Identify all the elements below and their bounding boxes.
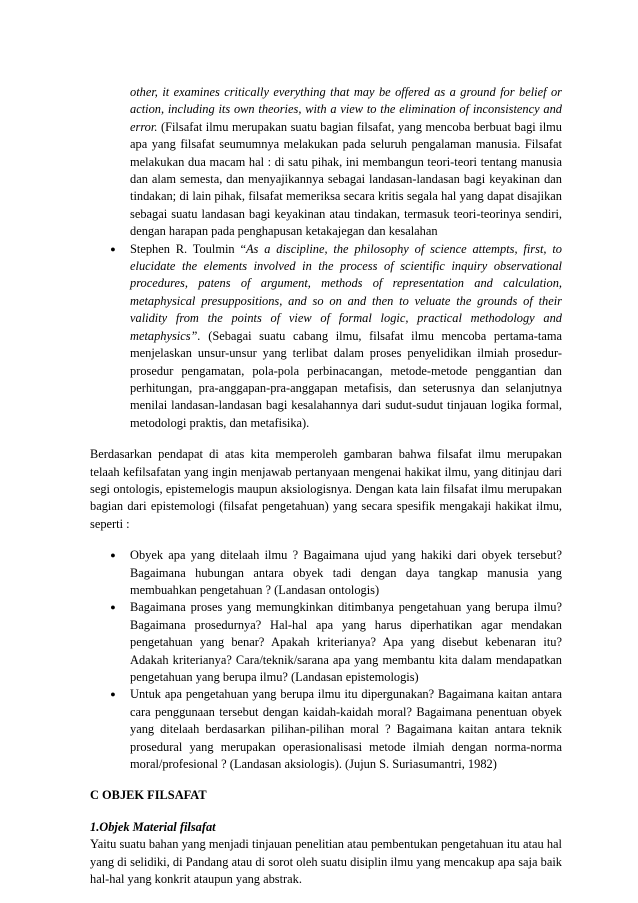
- bullet-axiology: [90, 686, 562, 773]
- bullet-toulmin: [90, 241, 562, 432]
- quote-translation: (Filsafat ilmu merupakan suatu bagian filsafat, yang mencoba berbuat bagi ilmu apa yang filsafat seumumnya melakukan pada seluruh pengalaman manusia. Filsafat melakukan dua macam hal : di satu pihak, ini membangun teori-teori tentang manusia dan alam semesta, dan menyajikannya sebagai landasan-landasan bagi keyakinan dan tindakan; di lain pihak, filsafat memeriksa secara kritis segala hal yang dapat disajikan sebagai suatu landasan bagi keyakinan atau tindakan, termasuk teori-teorinya sendiri, dengan harapan pada penghapusan ketakajegan dan kesalahan: [130, 119, 562, 239]
- bullet-text: Untuk apa pengetahuan yang berupa ilmu itu dipergunakan? Bagaimana kaitan antara cara penggunaan tersebut dengan kaidah-kaidah moral? Bagaimana penentuan obyek yang ditelaah berdasarkan pilihan-pilihan moral ? Bagaimana kaitan antara teknik prosedural yang merupakan operasionalisasi metode ilmiah dengan norma-norma moral/profesional ? (Landasan aksiologis). (Jujun S. Suriasumantri, 1982): [130, 687, 562, 772]
- toulmin-quote: As a discipline, the philosophy of science attempts, first, to elucidate the elements involved in the process of scientific inquiry observational procedures, patens of argument, methods of representation and calculation, metaphysical presuppositions, and so on and then to veluate the grounds of their validity from the points of view of formal logic, practical methodology and metaphysics”.: [130, 241, 562, 343]
- bullet-epistemology: [90, 599, 562, 686]
- bullet-icon: ●: [110, 550, 116, 561]
- quote-english: other, it examines critically everything that may be offered as a ground for belief or action, including its own theories, with a view to the elimination of inconsistency and error.: [130, 85, 562, 134]
- sub-heading: 1.Objek Material filsafat: [90, 819, 216, 834]
- bullet-icon: ●: [110, 689, 116, 700]
- continued-quote-paragraph: [130, 84, 562, 241]
- toulmin-lead: Stephen R. Toulmin “: [130, 241, 246, 256]
- bullet-text: Bagaimana proses yang memungkinkan ditimbanya pengetahuan yang berupa ilmu? Bagaimana prosedurnya? Hal-hal apa yang harus diperhatikan agar mendakan pengetahuan yang benar? Apakah kriterianya? Apa yang disebut kebenaran itu? Adakah kriterianya? Cara/teknik/sarana apa yang membantu kita dalam mendapatkan pengetahuan yang berupa ilmu? (Landasan epistemologis): [130, 600, 562, 684]
- bullet-ontology: [90, 547, 562, 599]
- material-paragraph: Yaitu suatu bahan yang menjadi tinjauan penelitian atau pembentukan pengetahuan itu atau hal yang di selidiki, di Pandang atau di sorot oleh suatu disiplin ilmu yang mencakup apa saja baik hal-hal yang konkrit ataupun yang abstrak.: [90, 837, 562, 887]
- toulmin-translation: (Sebagai suatu cabang ilmu, filsafat ilmu mencoba pertama-tama menjelaskan unsur-unsur yang terlibat dalam proses penyelidikan ilmiah prosedur-prosedur pengamatan, pola-pola perbinacangan, metode-metode penggantian dan perhitungan, pra-anggapan-pra-anggapan metafisis, dan seterusnya dan selanjutnya menilai landasan-landasan bagi kesalahannya dari sudut-sudut tinjauan logika formal, metodologi praktis, dan metafisika).: [130, 328, 562, 430]
- bullet-icon: ●: [110, 602, 116, 613]
- summary-paragraph: Berdasarkan pendapat di atas kita memperoleh gambaran bahwa filsafat ilmu merupakan telaah kefilsafatan yang ingin menjawab pertanyaan mengenai hakikat ilmu, yang ditinjau dari segi ontologis, epistemelogis maupun aksiologisnya. Dengan kata lain filsafat ilmu merupakan bagian dari epistemologi (filsafat pengetahuan) yang secara spesifik mengakaji hakikat ilmu, seperti :: [90, 447, 562, 531]
- bullet-text: Obyek apa yang ditelaah ilmu ? Bagaimana ujud yang hakiki dari obyek tersebut? Bagaimana hubungan antara obyek tadi dengan daya tangkap manusia yang membuahkan pengetahuan ? (Landasan ontologis): [130, 548, 562, 597]
- section-heading: C OBJEK FILSAFAT: [90, 788, 207, 803]
- bullet-icon: ●: [110, 243, 116, 254]
- document-page: [90, 84, 562, 888]
